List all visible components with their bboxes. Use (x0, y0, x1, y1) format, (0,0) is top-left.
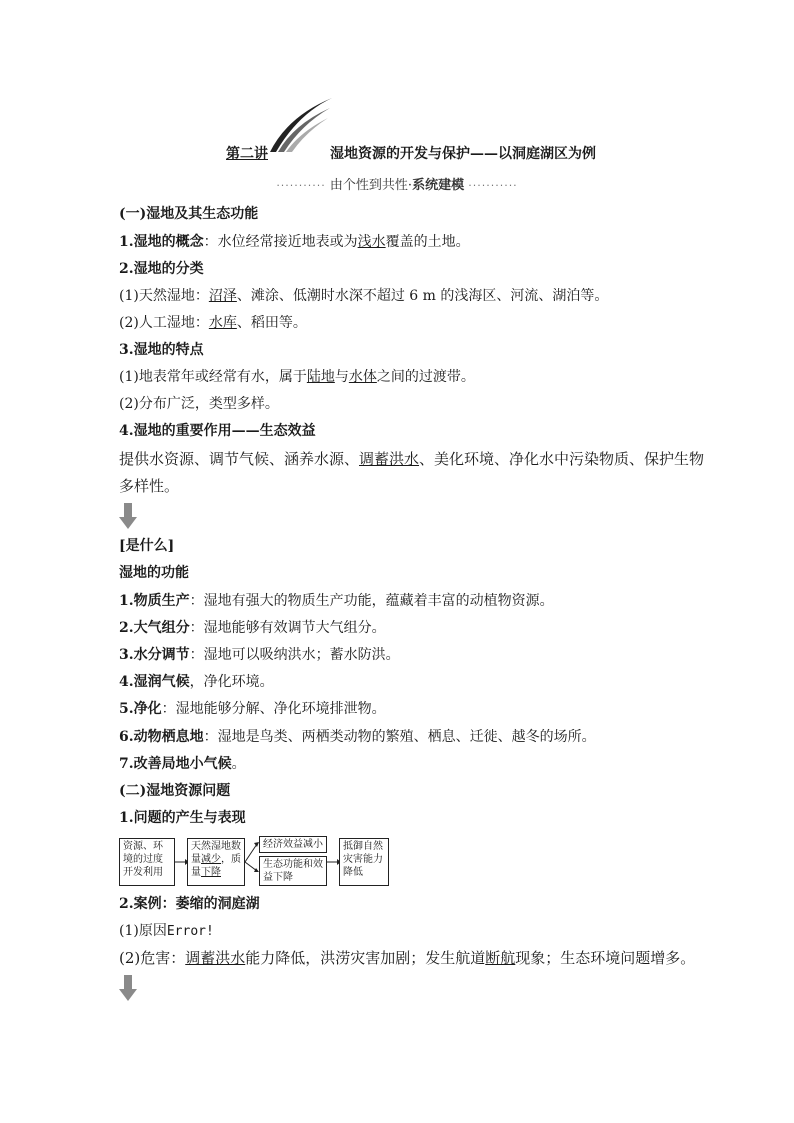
paragraph: (1)地表常年或经常有水，属于陆地与水体之间的过渡带。 (119, 369, 475, 385)
down-arrow-icon (119, 503, 137, 529)
subheading: 湿地的功能 (119, 565, 189, 581)
paragraph: 多样性。 (119, 477, 180, 495)
subheading: 3.湿地的特点 (119, 342, 204, 358)
paragraph: 提供水资源、调节气候、涵养水源、调蓄洪水、美化环境、净化水中污染物质、保护生物 (119, 450, 705, 468)
flow-box-cause: 资源、环 境的过度 开发利用 (119, 838, 175, 886)
list-item: 2.大气组分：湿地能够有效调节大气组分。 (119, 620, 386, 636)
banner-dots-left: ··········· (276, 179, 326, 192)
banner-dots-right: ··········· (468, 179, 518, 192)
list-item: 6.动物栖息地：湿地是鸟类、两栖类动物的繁殖、栖息、迁徙、越冬的场所。 (119, 729, 596, 745)
subheading: 2.案例：萎缩的洞庭湖 (119, 896, 260, 912)
error-text: Error! (166, 924, 214, 939)
flow-box-decline: 天然湿地数 量减少，质 量下降 (187, 838, 245, 886)
flow-box-disaster: 抵御自然 灾害能力 降低 (339, 838, 389, 886)
flow-box-ecological: 生态功能和效 益下降 (259, 856, 327, 886)
section-heading: (二)湿地资源问题 (119, 783, 231, 799)
paragraph: (1)天然湿地：沼泽、滩涂、低潮时水深不超过 6 m 的浅海区、河流、湖泊等。 (119, 288, 609, 304)
lecture-title: 湿地资源的开发与保护——以洞庭湖区为例 (330, 146, 596, 162)
flow-diagram (119, 832, 399, 888)
down-arrow-icon (119, 975, 137, 1001)
paragraph: (2)危害：调蓄洪水能力降低，洪涝灾害加剧；发生航道断航现象；生态环境问题增多。 (119, 949, 696, 967)
lecture-number: 第二讲 (226, 146, 268, 162)
list-item: 5.净化：湿地能够分解、净化环境排泄物。 (119, 701, 386, 717)
banner-bold: 系统建模 (412, 178, 465, 193)
list-item: 4.湿润气候，净化环境。 (119, 674, 274, 690)
section-banner (0, 174, 794, 193)
list-item: 3.水分调节：湿地可以吸纳洪水；蓄水防洪。 (119, 647, 400, 663)
subheading: 1.问题的产生与表现 (119, 810, 246, 826)
flow-box-economic: 经济效益减小 (259, 836, 327, 853)
section-heading: (一)湿地及其生态功能 (119, 206, 259, 222)
paragraph: (2)分布广泛，类型多样。 (119, 396, 279, 412)
list-item: 1.物质生产：湿地有强大的物质生产功能，蕴藏着丰富的动植物资源。 (119, 593, 554, 609)
tag-label: [是什么] (119, 538, 175, 554)
paragraph: (1)原因Error! (119, 923, 214, 939)
paragraph: (2)人工湿地：水库、稻田等。 (119, 315, 307, 331)
page-title (0, 143, 794, 163)
paragraph: 1.湿地的概念：水位经常接近地表或为浅水覆盖的土地。 (119, 234, 470, 250)
list-item: 7.改善局地小气候。 (119, 756, 246, 772)
banner-text: 由个性到共性· (329, 178, 413, 193)
subheading: 4.湿地的重要作用——生态效益 (119, 423, 316, 439)
subheading: 2.湿地的分类 (119, 261, 204, 277)
